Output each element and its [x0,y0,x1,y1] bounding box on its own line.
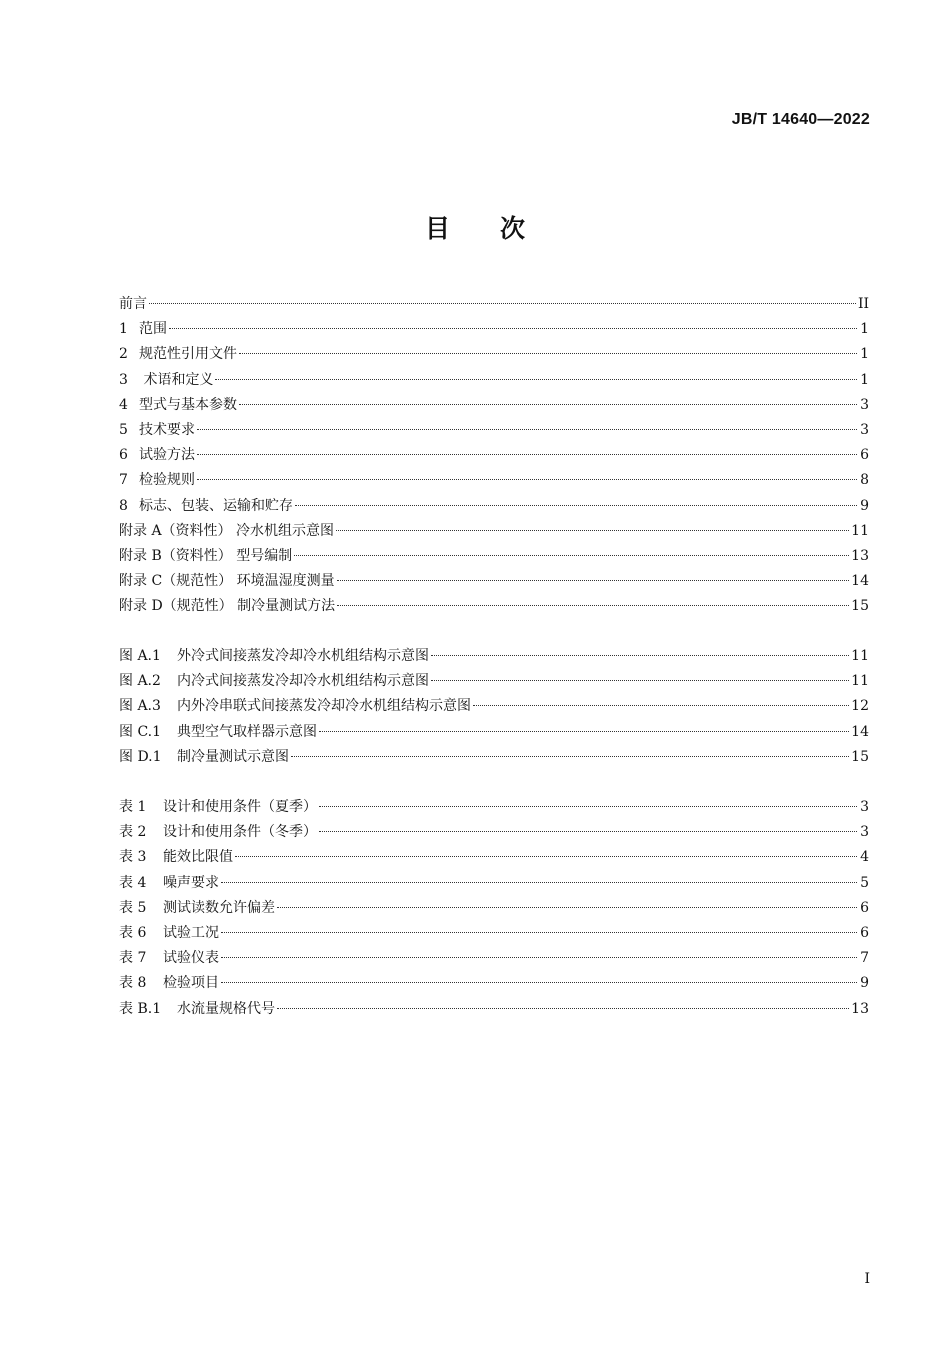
toc-entry-page: 15 [851,748,869,765]
toc-entry-label [119,594,335,619]
toc-entry-title: 制冷量测试示意图 [177,748,289,765]
toc-entry-title: 试验方法 [139,447,195,464]
toc-entry-page: 5 [860,874,869,891]
toc-entry[interactable] [119,896,869,921]
toc-entry-label [119,468,195,493]
toc-entry-page: 11 [851,673,869,690]
toc-entry-page: 13 [851,547,869,564]
toc-entry-title: 前言 [119,296,147,312]
toc-entry-page: 3 [860,824,869,841]
toc-entry-page: 11 [851,648,869,664]
toc-entry[interactable] [119,946,869,971]
toc-entry[interactable] [119,720,869,745]
toc-entry-page: 3 [860,396,869,413]
toc-entry-title: 水流量规格代号 [177,1000,275,1017]
toc-entry-title: 技术要求 [139,421,195,438]
toc-entry-title: 试验工况 [163,924,219,941]
toc-entry-number: 6 [119,447,128,464]
toc-entry-number: 图 A.2 [119,673,161,690]
toc-entry[interactable] [119,845,869,870]
toc-entry[interactable] [119,997,869,1022]
toc-entry-label [119,443,195,468]
dot-leader [277,907,857,908]
toc-entry-title: 外冷式间接蒸发冷却冷水机组结构示意图 [177,648,429,664]
toc-entry-title: 附录 C（规范性） 环境温湿度测量 [119,573,335,590]
dot-leader [169,328,857,329]
toc-entry[interactable] [119,644,869,669]
dot-leader [235,856,857,857]
toc-entry-page: 6 [860,447,869,464]
toc-entry[interactable] [119,795,869,820]
toc-entry[interactable] [119,669,869,694]
toc-entry-label [119,720,317,745]
toc-entry-page: 9 [860,975,869,992]
dot-leader [197,429,857,430]
toc-entry-number: 表 B.1 [119,1000,162,1017]
title-char-2: 次 [500,214,526,243]
toc-entry-number: 图 C.1 [119,723,162,740]
toc-entry-number: 表 3 [119,849,147,866]
toc-entry-number: 表 6 [119,924,147,941]
dot-leader [431,655,849,656]
toc-entry-title: 范围 [139,321,167,338]
toc-entry-page: II [857,296,869,312]
dot-leader [239,353,857,354]
toc-entry-label [119,544,292,569]
dot-leader [239,404,857,405]
toc-entry[interactable] [119,594,869,619]
toc-entry-number: 表 8 [119,975,147,992]
toc-entry-label [119,368,213,393]
toc-entry-page: 11 [851,522,869,539]
toc-entry[interactable] [119,418,869,443]
toc-entry-number: 1 [119,321,128,338]
toc-entry-title: 内外冷串联式间接蒸发冷却冷水机组结构示意图 [177,698,471,715]
dot-leader [197,479,857,480]
toc-entry-number: 5 [119,421,128,438]
toc-entry-title: 噪声要求 [163,874,219,891]
toc-entry-page: 13 [851,1000,869,1017]
toc-entry-number: 表 7 [119,950,147,967]
toc-entry-title: 内冷式间接蒸发冷却冷水机组结构示意图 [177,673,429,690]
toc-entry-title: 典型空气取样器示意图 [177,723,317,740]
dot-leader [319,731,849,732]
toc-entry-label [119,745,289,770]
toc-entry-label [119,317,167,342]
toc-entry-number: 8 [119,497,128,514]
toc-entry[interactable] [119,745,869,770]
toc-entry-label [119,845,233,870]
toc-entry[interactable] [119,871,869,896]
toc-entry-label [119,946,219,971]
title-char-1: 目 [424,214,450,243]
page-title [0,209,950,245]
toc-entry-label [119,871,219,896]
toc-entry[interactable] [119,368,869,393]
toc-entry-page: 1 [860,371,869,388]
toc-entry-number: 4 [119,396,128,413]
dot-leader [221,882,857,883]
toc-entry-number: 表 1 [119,799,147,815]
toc-entry-title: 附录 B（资料性） 型号编制 [119,547,293,564]
standard-code: JB/T 14640—2022 [731,111,870,128]
toc-entry-label [119,971,219,996]
toc-entry-page: 1 [860,321,869,338]
toc-entry-title: 规范性引用文件 [139,346,237,363]
toc-entry-label [119,342,237,367]
dot-leader [336,530,849,531]
toc-entry-page: 14 [851,573,869,590]
toc-entry[interactable] [119,971,869,996]
toc-entry[interactable] [119,468,869,493]
toc-entry-label [119,494,293,519]
toc-entry-number: 图 A.3 [119,698,161,715]
toc-entry-title: 附录 D（规范性） 制冷量测试方法 [119,598,336,615]
dot-leader [215,379,857,380]
toc-entry-number: 表 4 [119,874,147,891]
toc-figures [119,644,869,770]
dot-leader [149,303,856,304]
toc-entry-number: 图 A.1 [119,648,161,664]
toc-entry-label [119,418,195,443]
toc-entry-label [119,694,471,719]
toc-entry-label [119,795,317,820]
toc-entry-number: 2 [119,346,128,363]
dot-leader [294,555,849,556]
toc-entry-label [119,393,237,418]
toc-entry-number: 图 D.1 [119,748,162,765]
toc-entry-label [119,997,275,1022]
toc-entry-title: 附录 A（资料性） 冷水机组示意图 [119,522,335,539]
dot-leader [473,705,849,706]
dot-leader [337,605,849,606]
toc-entry-number: 表 5 [119,899,147,916]
toc-entry-page: 3 [860,799,869,815]
toc-entry-label [119,292,147,317]
toc-entry-title: 设计和使用条件（夏季） [163,799,317,815]
toc-entry[interactable] [119,292,869,317]
toc-entry[interactable] [119,820,869,845]
toc-entry-page: 4 [860,849,869,866]
toc-entry[interactable] [119,519,869,544]
toc-entry-number: 表 2 [119,824,147,841]
toc-entry-page: 9 [860,497,869,514]
toc-entry-label [119,921,219,946]
dot-leader [337,580,850,581]
dot-leader [319,831,857,832]
toc-entry-title: 检验规则 [139,472,195,489]
toc-entry-title: 能效比限值 [163,849,233,866]
toc-entry-label [119,519,334,544]
toc-entry-page: 12 [851,698,869,715]
toc-entry-title: 标志、包装、运输和贮存 [139,497,293,514]
toc-entry[interactable] [119,544,869,569]
toc-entry-label [119,896,275,921]
toc-entry-number: 3 [119,371,128,388]
toc-entry-page: 3 [860,421,869,438]
toc-entry-page: 6 [860,899,869,916]
dot-leader [221,957,857,958]
toc-entry-label [119,820,317,845]
toc-entry[interactable] [119,494,869,519]
toc-entry-page: 7 [860,950,869,967]
toc-entry-label [119,644,429,669]
toc-entry-title: 设计和使用条件（冬季） [163,824,317,841]
dot-leader [221,982,857,983]
toc-entry[interactable] [119,921,869,946]
toc-entry[interactable] [119,569,869,594]
dot-leader [277,1008,849,1009]
dot-leader [319,806,857,807]
toc-entry-page: 1 [860,346,869,363]
toc-sections [119,292,869,619]
dot-leader [431,680,849,681]
toc-entry-label [119,669,429,694]
toc-entry-page: 15 [851,598,869,615]
toc-entry-page: 6 [860,924,869,941]
page-number: I [864,1271,870,1287]
toc-entry[interactable] [119,393,869,418]
toc-entry-page: 8 [860,472,869,489]
toc-tables [119,795,869,1022]
toc-entry[interactable] [119,342,869,367]
toc-entry-title: 型式与基本参数 [139,396,237,413]
dot-leader [221,932,857,933]
toc-entry-title: 测试读数允许偏差 [163,899,275,916]
toc-entry-number: 7 [119,472,128,489]
dot-leader [197,454,857,455]
toc-entry-title: 试验仪表 [163,950,219,967]
dot-leader [295,505,857,506]
toc-entry[interactable] [119,443,869,468]
dot-leader [291,756,849,757]
toc-entry-title: 术语和定义 [139,371,214,388]
toc-entry[interactable] [119,694,869,719]
toc-entry-page: 14 [851,723,869,740]
toc-entry-title: 检验项目 [163,975,219,992]
toc-entry-label [119,569,335,594]
toc-entry[interactable] [119,317,869,342]
